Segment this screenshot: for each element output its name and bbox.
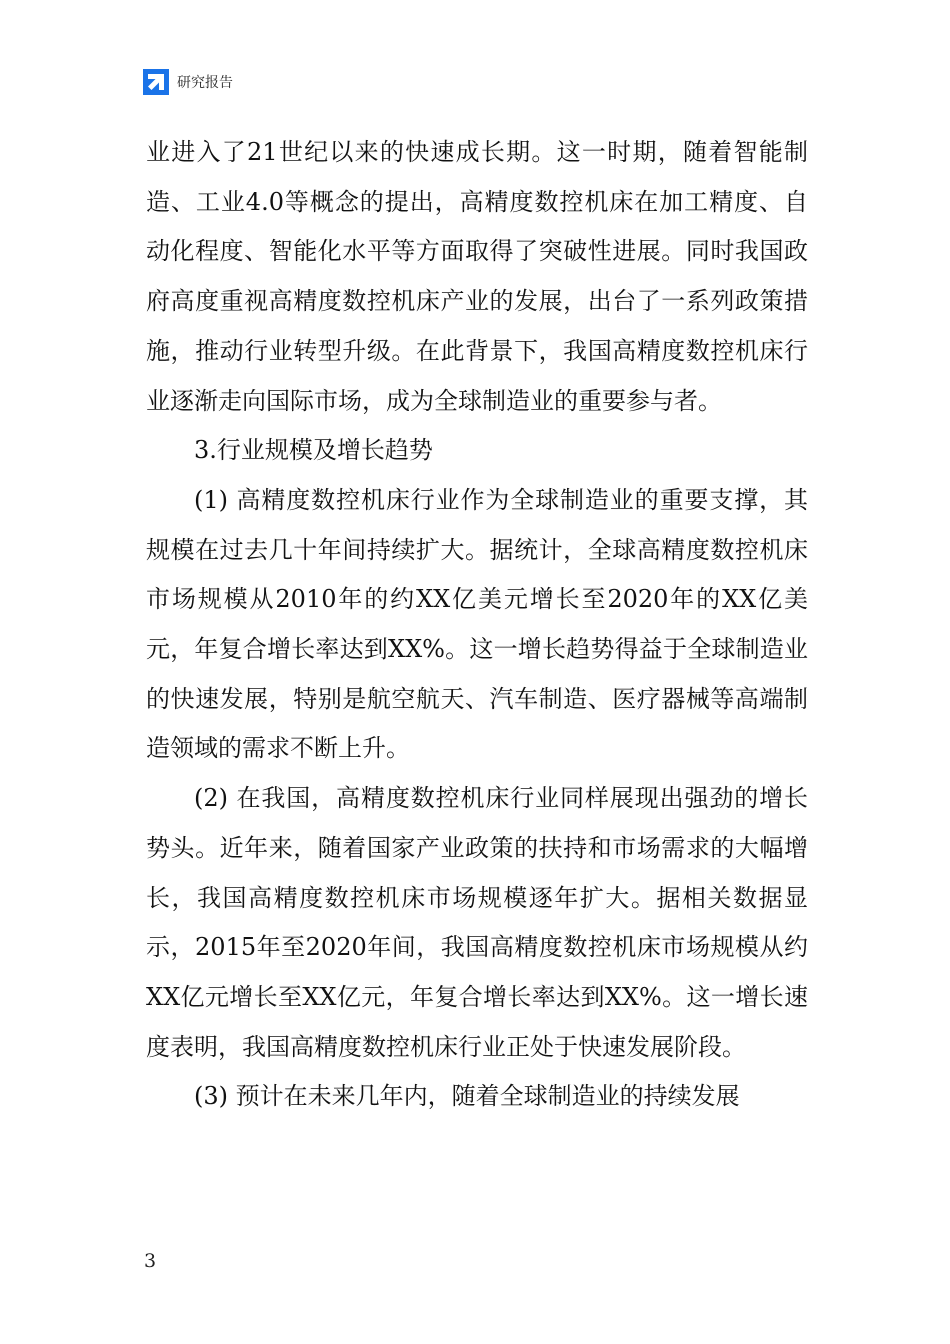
paragraph-2: (2) 在我国，高精度数控机床行业同样展现出强劲的增长势头。近年来，随着国家产业政策的扶持和市场需求的大幅增长，我国高精度数控机床市场规模逐年扩大。据相关数据显示，2015年至2020年间，我国高精度数控机床市场规模从约XX亿元增长至XX亿元，年复合增长率达到XX%。这一增长速度表明，我国高精度数控机床行业正处于快速发展阶段。 [146, 784, 808, 1061]
page-number: 3 [144, 1250, 157, 1272]
document-body [146, 128, 808, 1122]
section-heading: 3.行业规模及增长趋势 [194, 436, 433, 465]
paragraph-3: (3) 预计在未来几年内，随着全球制造业的持续发展 [194, 1082, 740, 1111]
arrow-up-right-logo-icon [143, 69, 169, 95]
paragraph-continuation: 业进入了21世纪以来的快速成长期。这一时期，随着智能制造、工业4.0等概念的提出，高精度数控机床在加工精度、自动化程度、智能化水平等方面取得了突破性进展。同时我国政府高度重视高精度数控机床产业的发展，出台了一系列政策措施，推动行业转型升级。在此背景下，我国高精度数控机床行业逐渐走向国际市场，成为全球制造业的重要参与者。 [146, 138, 808, 415]
header-label: 研究报告 [177, 75, 233, 91]
paragraph-1: (1) 高精度数控机床行业作为全球制造业的重要支撑，其规模在过去几十年间持续扩大。据统计，全球高精度数控机床市场规模从2010年的约XX亿美元增长至2020年的XX亿美元，年复合增长率达到XX%。这一增长趋势得益于全球制造业的快速发展，特别是航空航天、汽车制造、医疗器械等高端制造领域的需求不断上升。 [146, 485, 808, 763]
report-header [143, 68, 233, 96]
